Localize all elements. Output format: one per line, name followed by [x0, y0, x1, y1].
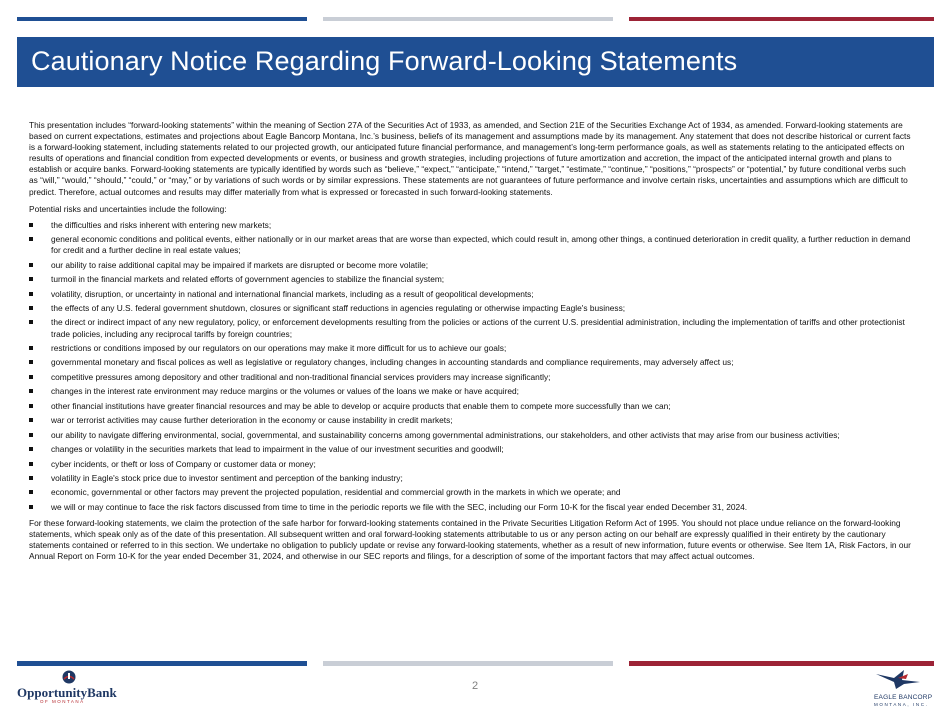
bullet-marker	[29, 490, 33, 494]
risk-text: changes or volatility in the securities markets that lead to impairment in the value of our investment securities and goodwill;	[51, 444, 504, 455]
bullet-marker	[29, 375, 33, 379]
eagle-bancorp-name: EAGLE BANCORP	[874, 694, 933, 701]
risk-item	[29, 372, 914, 383]
bullet-marker	[29, 277, 33, 281]
risk-text: our ability to raise additional capital may be impaired if markets are disrupted or become more volatile;	[51, 259, 429, 270]
risk-item	[29, 386, 914, 397]
risk-item	[29, 444, 914, 455]
risk-text: other financial institutions have greater financial resources and may be able to develop or acquire products that enable them to compete more successfully than we can;	[51, 400, 671, 411]
top-accent-bar	[17, 17, 934, 21]
risk-list	[29, 220, 914, 513]
bullet-marker	[29, 292, 33, 296]
risk-item	[29, 303, 914, 314]
risk-item	[29, 430, 914, 441]
risk-item	[29, 459, 914, 470]
eagle-icon	[874, 668, 922, 690]
bullet-marker	[29, 476, 33, 480]
bullet-marker	[29, 389, 33, 393]
risk-text: competitive pressures among depository and other traditional and non-traditional financial services providers may increase significantly;	[51, 371, 551, 382]
risk-item	[29, 357, 914, 368]
bullet-marker	[29, 346, 33, 350]
bullet-marker	[29, 320, 33, 324]
risk-text: restrictions or conditions imposed by our regulators on our operations may make it more difficult for us to achieve our goals;	[51, 343, 507, 353]
bottom-accent-bar	[17, 661, 934, 666]
risk-item	[29, 289, 914, 300]
bullet-marker	[29, 237, 33, 241]
risk-text: the effects of any U.S. federal government shutdown, closures or significant staff reductions in agencies regulating or otherwise impacting Eagle's business;	[51, 303, 626, 314]
bullet-marker	[29, 404, 33, 408]
risk-text: governmental monetary and fiscal polices as well as legislative or regulatory changes, including changes in accounting standards and compliance requirements, may adversely affect us;	[51, 357, 734, 368]
closing-paragraph: For these forward-looking statements, we claim the protection of the safe harbor for forward-looking statements contained in the Private Securities Litigation Reform Act of 1995. You should not place undue reliance on the forward-looking statements, which speak only as of the date of this presentation. All subsequent written and oral forward-looking statements attributable to us or any person acting on our behalf are expressly qualified in their entirety by the cautionary statements contained or referred to in this section. We undertake no obligation to publicly update or revise any forward-looking statements, whether as a result of new information, future events or otherwise. See Item 1A, Risk Factors, in our Annual Report on Form 10-K for the year ended December 31, 2024, and otherwise in our SEC reports and filings, for a description of some of the important factors that may affect actual outcomes.	[29, 517, 911, 562]
risk-text: cyber incidents, or theft or loss of Company or customer data or money;	[51, 458, 316, 469]
risk-item	[29, 343, 914, 354]
bullet-marker	[29, 360, 33, 364]
bullet-marker	[29, 505, 33, 509]
risk-item	[29, 415, 914, 426]
bullet-marker	[29, 447, 33, 451]
risk-item	[29, 317, 914, 339]
eagle-bancorp-logo	[868, 668, 936, 708]
bullet-marker	[29, 263, 33, 267]
title-banner	[17, 37, 934, 87]
risk-text: we will or may continue to face the risk factors discussed from time to time in the periodic reports we file with the SEC, including our Form 10-K for the fiscal year ended December 31, 2024.	[51, 501, 748, 512]
page-title: Cautionary Notice Regarding Forward-Looking Statements	[31, 46, 738, 76]
risk-text: our ability to navigate differing environmental, social, governmental, and sustainability concerns among governmental administrations, our stakeholders, and other activists that may arise from our business activities;	[51, 429, 840, 440]
risk-text: general economic conditions and political events, either nationally or in our market areas that are worse than expected, which could result in, among other things, a continued deterioration in credit quality, a further reduction in demand for credit and a further decline in real estate values;	[51, 234, 911, 256]
bullet-marker	[29, 223, 33, 227]
bullet-marker	[29, 433, 33, 437]
disclaimer-body	[29, 120, 914, 562]
risk-text: the direct or indirect impact of any new regulatory, policy, or enforcement developments resulting from the policies or actions of the current U.S. presidential administration, including the implementation of tariffs and other protectionist trade policies, including any reciprocal tariffs by foreign countries;	[51, 317, 905, 339]
bullet-marker	[29, 418, 33, 422]
risk-text: changes in the interest rate environment may reduce margins or the volumes or values of the loans we make or have acquired;	[51, 386, 519, 397]
intro-paragraph: This presentation includes “forward-looking statements” within the meaning of Section 27A of the Securities Act of 1933, as amended, and Section 21E of the Securities Exchange Act of 1934, as amended. Forward-looking statements are based on current expectations, estimates and projections about Eagle Bancorp Montana, Inc.’s business, beliefs of its management and assumptions made by its management. Any statement that does not describe historical or current facts is a forward-looking statement, including statements related to our projected growth, our anticipated future financial performance, and management’s long-term performance goals, as well as statements relating to the anticipated effects on results of operations and financial condition from expected developments or events, or business and growth strategies, including projections of future amortization and accretion, the impact of the anticipated internal growth and plans to establish or acquire banks. Forward-looking statements are typically identified by words such as “believe,” “expect,” “anticipate,” “intend,” “target,” “estimate,” “continue,” “positions,” “prospects” or “potential,” by future conditional verbs such as “will,” “would,” “should,” “could,” or “may,” or by variations of such words or by similar expressions. These statements are not guarantees of future performance and involve certain risks, uncertainties and assumptions which are difficult to predict. Therefore, actual outcomes and results may differ materially from what is expressed or forecasted in such forward-looking statements.	[29, 120, 911, 197]
risk-item	[29, 487, 914, 498]
risk-text: volatility in Eagle's stock price due to investor sentiment and perception of the banking industry;	[51, 472, 403, 483]
risk-item	[29, 260, 914, 271]
risk-item	[29, 274, 914, 285]
risk-text: volatility, disruption, or uncertainty in national and international financial markets, including as a result of geopolitical developments;	[51, 288, 534, 299]
bullet-marker	[29, 306, 33, 310]
eagle-bancorp-sub: MONTANA, INC.	[874, 702, 929, 707]
risk-text: economic, governmental or other factors may prevent the projected population, residential and commercial growth in the markets in which we operate; and	[51, 487, 621, 498]
risk-item	[29, 473, 914, 484]
risk-item	[29, 401, 914, 412]
risk-item	[29, 220, 914, 231]
risk-item	[29, 234, 914, 256]
bullet-marker	[29, 462, 33, 466]
risk-text: the difficulties and risks inherent with entering new markets;	[51, 219, 272, 230]
opportunity-bank-name: OpportunityBank	[17, 685, 117, 700]
risk-text: turmoil in the financial markets and related efforts of government agencies to stabilize the financial system;	[51, 274, 445, 285]
risks-lead: Potential risks and uncertainties include the following:	[29, 203, 227, 214]
risk-text: war or terrorist activities may cause further deterioration in the economy or cause instability in credit markets;	[51, 415, 453, 426]
risk-item	[29, 502, 914, 513]
opportunity-bank-sub: OF MONTANA	[40, 699, 85, 704]
page-number: 2	[471, 680, 479, 692]
